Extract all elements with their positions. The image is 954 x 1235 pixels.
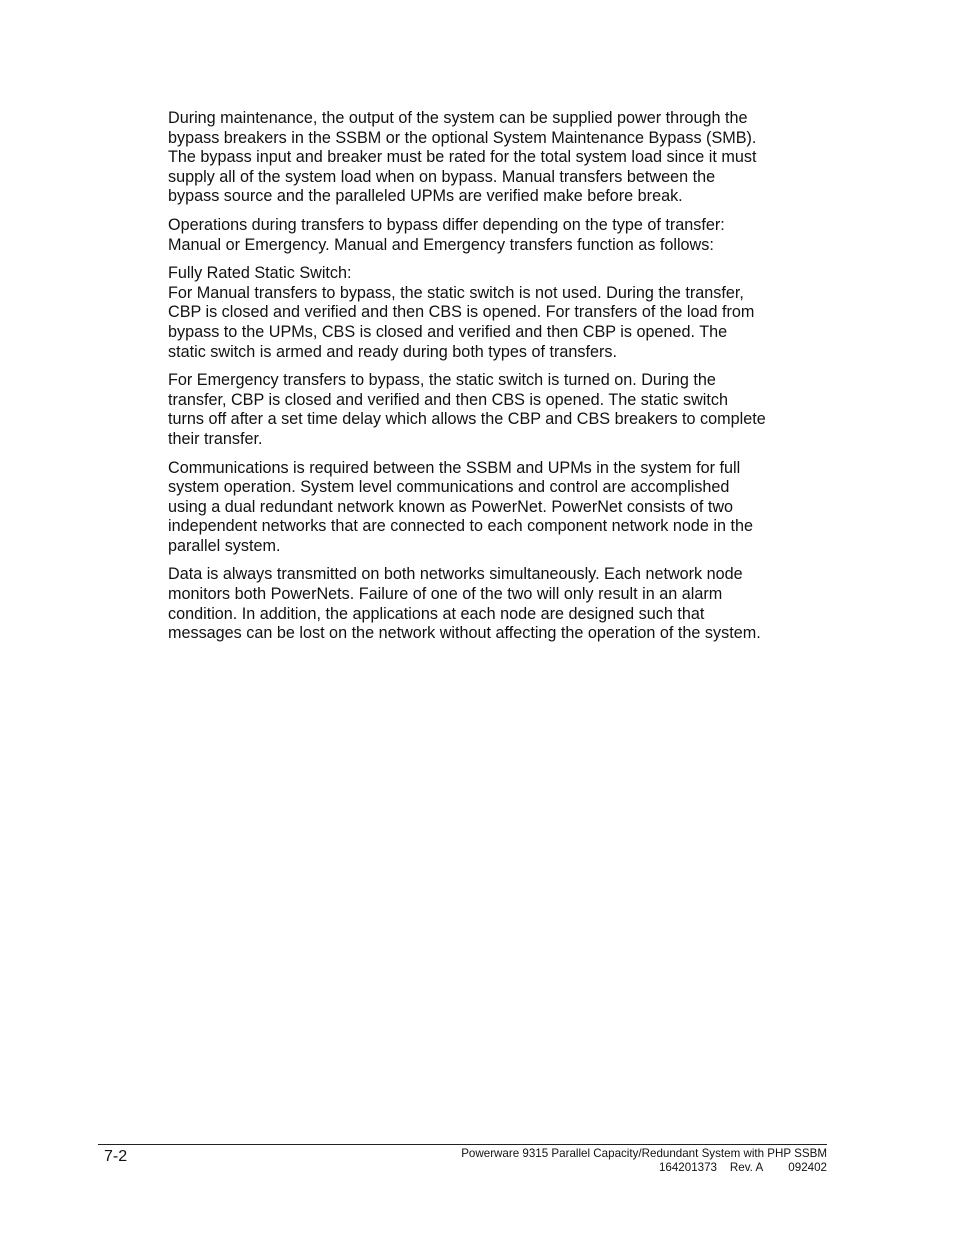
text-line: CBP is closed and verified and then CBS is opened. For transfers of the load from bbox=[168, 303, 755, 322]
text-line: transfer, CBP is closed and verified and then CBS is opened. The static switch bbox=[168, 390, 728, 409]
text-line: bypass breakers in the SSBM or the optional System Maintenance Bypass (SMB). bbox=[168, 128, 757, 147]
text-line: Fully Rated Static Switch: bbox=[168, 264, 352, 283]
text-line: their transfer. bbox=[168, 429, 263, 448]
document-body bbox=[168, 109, 828, 653]
text-line: using a dual redundant network known as PowerNet. PowerNet consists of two bbox=[168, 497, 734, 516]
text-line: condition. In addition, the applications at each node are designed such that bbox=[168, 604, 705, 623]
text-line: system operation. System level communications and control are accomplished bbox=[168, 478, 730, 497]
text-line: For Manual transfers to bypass, the static switch is not used. During the transfer, bbox=[168, 283, 744, 302]
paragraph-emergency bbox=[168, 371, 828, 449]
text-line: turns off after a set time delay which allows the CBP and CBS breakers to complete bbox=[168, 410, 766, 429]
paragraph-communications bbox=[168, 459, 828, 557]
page-number: 7-2 bbox=[104, 1148, 128, 1165]
text-line: bypass source and the paralleled UPMs are verified make before break. bbox=[168, 187, 683, 206]
paragraph-maintenance bbox=[168, 109, 828, 207]
text-line: messages can be lost on the network without affecting the operation of the system. bbox=[168, 624, 761, 643]
text-line: During maintenance, the output of the system can be supplied power through the bbox=[168, 109, 748, 127]
text-line: Manual or Emergency. Manual and Emergency transfers function as follows: bbox=[168, 235, 714, 254]
footer-divider bbox=[98, 1144, 827, 1145]
text-line: For Emergency transfers to bypass, the static switch is turned on. During the bbox=[168, 371, 716, 390]
footer-document-info bbox=[461, 1147, 827, 1174]
text-line: The bypass input and breaker must be rated for the total system load since it must bbox=[168, 148, 757, 167]
text-line: bypass to the UPMs, CBS is closed and verified and then CBP is opened. The bbox=[168, 322, 728, 341]
footer-title: Powerware 9315 Parallel Capacity/Redundant System with PHP SSBM bbox=[461, 1147, 827, 1160]
text-line: Data is always transmitted on both networks simultaneously. Each network node bbox=[168, 565, 743, 584]
paragraph-operations bbox=[168, 216, 828, 255]
text-line: Operations during transfers to bypass differ depending on the type of transfer: bbox=[168, 215, 725, 234]
paragraph-static-switch bbox=[168, 264, 828, 362]
paragraph-data bbox=[168, 565, 828, 643]
text-line: static switch is armed and ready during both types of transfers. bbox=[168, 342, 617, 361]
text-line: independent networks that are connected to each component network node in the bbox=[168, 517, 753, 536]
text-line: monitors both PowerNets. Failure of one of the two will only result in an alarm bbox=[168, 585, 723, 604]
text-line: supply all of the system load when on bypass. Manual transfers between the bbox=[168, 167, 716, 186]
footer-revision: 164201373 Rev. A 092402 bbox=[658, 1160, 827, 1174]
text-line: Communications is required between the SSBM and UPMs in the system for full bbox=[168, 458, 741, 477]
text-line: parallel system. bbox=[168, 536, 281, 555]
